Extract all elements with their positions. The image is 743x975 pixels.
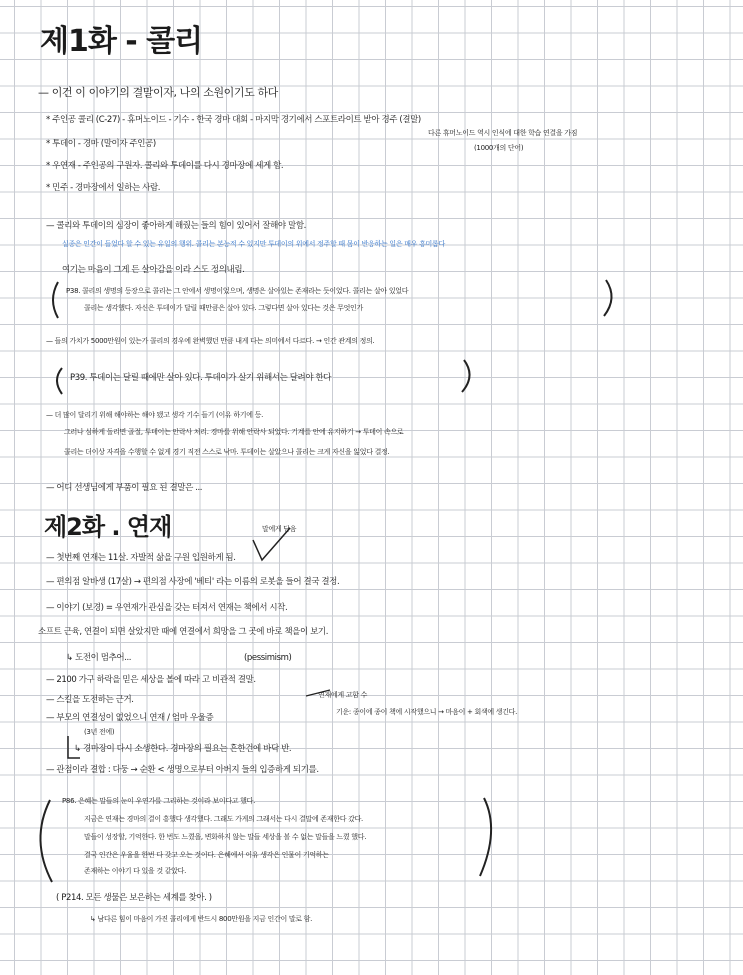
- section2-line-14: 결국 인간은 우울을 한번 다 갖고 오는 것이다. 은혜에서 이유 생각은 인물이 기억하는: [84, 851, 329, 859]
- section1-line-8: P38. 콜리의 생명의 등장으로 콜리는 그 안에서 생명이었으며, 생명은 살아있는 존재라는 듯이었다. 콜리는 살아 있었다: [66, 287, 409, 295]
- section1-line-3: * 우연재 - 주인공의 구원자. 콜리와 투데이를 다시 경마장에 세게 함.: [46, 161, 284, 171]
- section2-line-12: 지금은 연재는 경마의 결이 흥했다 생각했다. 그래도 가게의 그래서는 다시 결말에 존재한다 갔다.: [84, 815, 363, 823]
- section1-line-10: — 들의 가치가 5000만원이 있는가 콜리의 경우에 완벽했던 만큼 내게 다는 의미에서 다르다. → 인간 관계의 정의.: [46, 337, 375, 345]
- section2-note-2: 기운: 종이에 종이 책에 시작했으니 → 마음이 + 회색에 생긴다.: [336, 708, 518, 716]
- section1-line-14: 콜리는 더이상 자격을 수행할 수 없게 경기 직전 스스로 낙마. 투데이는 살았으나 콜리는 크게 자신을 잃었다 결정.: [64, 448, 390, 456]
- section2-line-3: 소프트 근육, 연결이 되면 살았지만 때에 연결에서 희망을 그 곳에 바로 책을이 보기.: [38, 627, 328, 637]
- section2-line-8: (3년 전에): [84, 728, 115, 736]
- section2-line-7: — 부모의 연결성이 없었으니 연재 / 엄마 우울증: [46, 713, 214, 723]
- section1-line-15: — 어디 선생님에게 부품이 필요 된 결말은 ...: [46, 483, 203, 493]
- section1-line-5: — 콜리와 투데이의 심장이 좋아하게 해줬는 들의 힘이 있어서 잘해야 말함.: [46, 221, 306, 231]
- section2-line-15: 존재하는 이야기 다 있을 것 같았다.: [84, 867, 187, 875]
- section2-line-1: — 편의점 알바생 (17살) → 편의점 사장에 '베티' 라는 이름의 로봇을 들어 결국 결정.: [46, 577, 340, 587]
- section1-line-9: 콜리는 생각했다. 자신은 투데이가 달릴 때만큼은 살아 있다. 그렇다면 살아 있다는 것은 무엇인가: [84, 304, 363, 312]
- section2-line-16: ( P214. 모든 생물은 보은하는 세계를 찾아. ): [56, 893, 212, 903]
- section2-note-1: 연재에게 고함 수: [318, 691, 368, 699]
- section2-line-2: — 이야기 (보경) = 우연재가 관심을 갖는 터져서 연재는 책에서 시작.: [46, 603, 288, 613]
- section2-line-17: ↳ 남다른 힘이 마음이 가진 콜리에게 반드시 800만원을 지금 인간이 말로 함.: [90, 915, 313, 923]
- section2-line-6: — 스킬을 도전하는 근거.: [46, 695, 134, 705]
- section2-title: 제2화 . 연재: [44, 513, 172, 541]
- section1-line-7: 여기는 마음이 그게 든 살아감을 이라 스도 정의내림.: [62, 265, 245, 275]
- section2-line-10: — 관점이라 결합 : 다둥 → 순환 < 생명으로부터 아버지 들의 입증하게 되기를.: [46, 765, 319, 775]
- section2-line-11: P86. 은혜는 말들의 눈이 우연가를 그리하는 것이라 보이다고 했다.: [62, 797, 256, 805]
- section2-line-13: 말들이 성장할, 기억한다. 한 번도 느꼈을, 변화하지 않는 말들 세상을 볼 수 없는 말들을 느꼈 했다.: [84, 833, 367, 841]
- section1-line-11: P39. 투데이는 달릴 때에만 살아 있다. 투데이가 살기 위해서는 달려야 한다: [70, 373, 332, 383]
- section1-line-12: — 더 많이 달리기 위해 해야하는 해야 됐고 생각 기수 들기 (이유 하기에 등.: [46, 411, 264, 419]
- section1-title: 제1화 - 콜리: [40, 24, 203, 59]
- section1-line-4: * 민주 - 경마장에서 일하는 사람.: [46, 183, 161, 193]
- section1-side-note-0: 다른 휴머노이드 역시 인식에 대한 학습 연결을 가짐: [428, 129, 578, 137]
- section1-line-6: 실종은 인간이 들었다 할 수 있는 유일의 행위. 콜리는 본능적 수 있지만 투데이의 위에서 정주할 때 몸이 반응하는 일은 매우 흥미롭다: [62, 240, 445, 248]
- section2-line-4: ↳ 도전이 멈추어...: [66, 653, 132, 663]
- section2-line-5: — 2100 가구 하락을 믿은 세상을 볼에 따라 고 비관적 결말.: [46, 675, 256, 685]
- section2-note-3: 말에게 닫음: [262, 525, 297, 533]
- section1-side-note-1: (1000개의 단어): [474, 144, 524, 152]
- section2-note-0: (pessimism): [244, 653, 292, 663]
- section1-line-0: — 이건 이 이야기의 결말이자, 나의 소원이기도 하다: [38, 86, 278, 99]
- section2-line-0: — 첫번째 연재는 11살. 자발적 삶을 구원 입원하게 됨.: [46, 553, 236, 563]
- section1-line-13: 그러나 심하게 돌리면 골절, 투데이는 안락사 처리. 경마를 위해 안락사 되었다. 기계를 안에 유지하기 → 투데이 속으로: [64, 428, 404, 436]
- section2-line-9: ↳ 경마장이 다시 소생한다. 경마장의 필요는 흔한건에 바닥 반.: [74, 744, 292, 754]
- section1-line-2: * 투데이 - 경마 (말이자 주인공): [46, 139, 156, 149]
- section1-line-1: * 주인공 콜리 (C-27) - 휴머노이드 - 기수 - 한국 경마 대회 - 마지막 경기에서 스포트라이트 받아 경주 (결말): [46, 115, 421, 125]
